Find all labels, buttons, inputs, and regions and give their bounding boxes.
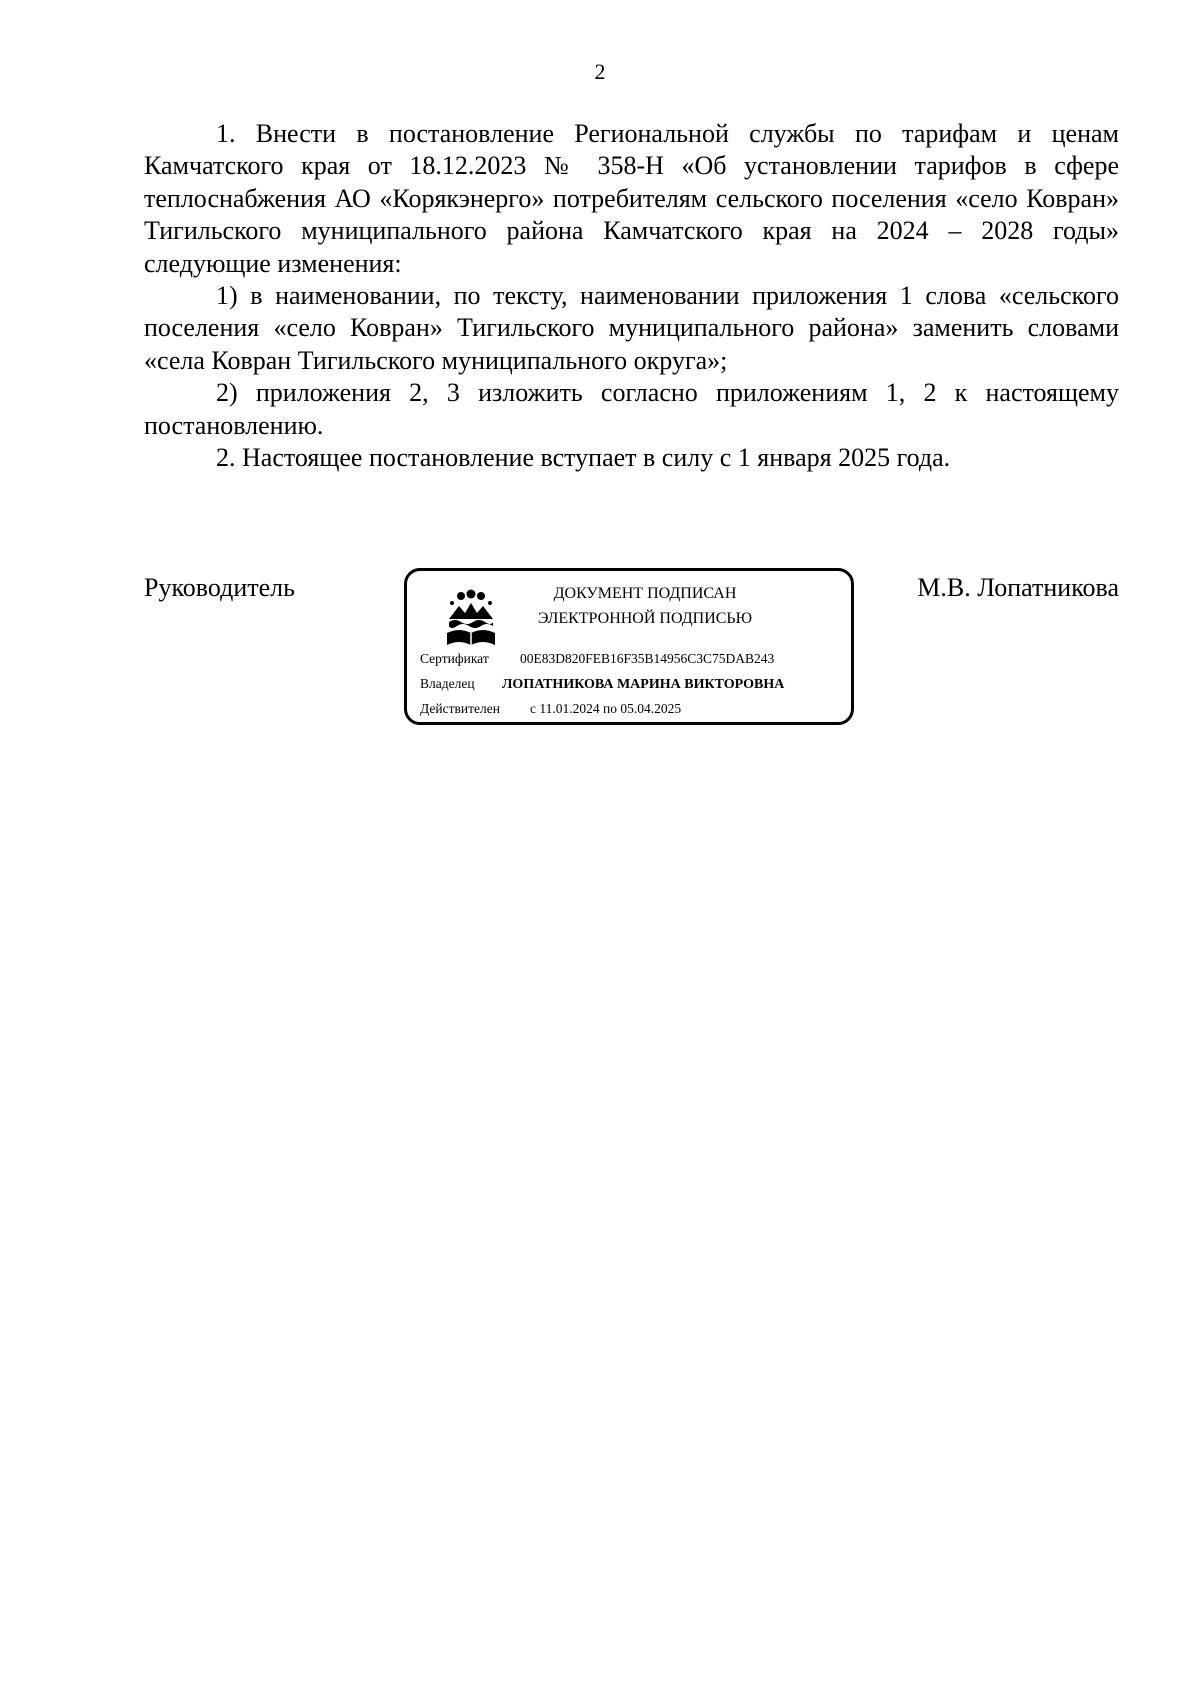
paragraph-subitem-1: 1) в наименовании, по тексту, наименовании приложения 1 слова «сельского поселения «село Ковран» Тигильского муниципального района» заменить словами «села Ковран Тигильского муниципального округа»; xyxy=(144,281,1119,375)
validity-value: с 11.01.2024 по 05.04.2025 xyxy=(530,701,682,716)
stamp-title-line-2: ЭЛЕКТРОННОЙ ПОДПИСЬЮ xyxy=(537,610,753,627)
stamp-validity-row xyxy=(420,700,681,718)
signatory-role: Руководитель xyxy=(144,573,295,602)
electronic-signature-stamp xyxy=(404,568,854,725)
paragraph-subitem-2: 2) приложения 2, 3 изложить согласно приложениям 1, 2 к настоящему постановлению. xyxy=(144,378,1119,440)
certificate-label: Сертификат xyxy=(420,651,489,666)
document-body xyxy=(144,118,1119,474)
paragraph-item-2: 2. Настоящее постановление вступает в силу с 1 января 2025 года. xyxy=(216,443,951,473)
coat-of-arms-icon xyxy=(443,589,499,649)
owner-label: Владелец xyxy=(420,676,475,691)
page-number: 2 xyxy=(594,59,606,84)
signatory-name: М.В. Лопатникова xyxy=(917,573,1119,602)
stamp-title xyxy=(495,581,795,631)
stamp-title-line-1: ДОКУМЕНТ ПОДПИСАН xyxy=(553,585,737,602)
owner-value: ЛОПАТНИКОВА МАРИНА ВИКТОРОВНА xyxy=(502,677,785,692)
paragraph-item-1: 1. Внести в постановление Региональной службы по тарифам и ценам Камчатского края от 18.12.2023 № 358-Н «Об установлении тарифов в сфере теплоснабжения АО «Корякэнерго» потребителям сельского поселения «село Ковран» Тигильского муниципального района Камчатского края на 2024 – 2028 годы» следующие изменения: xyxy=(144,119,1119,278)
stamp-certificate-row xyxy=(420,650,774,668)
certificate-value: 00E83D820FEB16F35B14956C3C75DAB243 xyxy=(520,651,775,666)
stamp-owner-row xyxy=(420,675,784,694)
validity-label: Действителен xyxy=(420,701,500,716)
